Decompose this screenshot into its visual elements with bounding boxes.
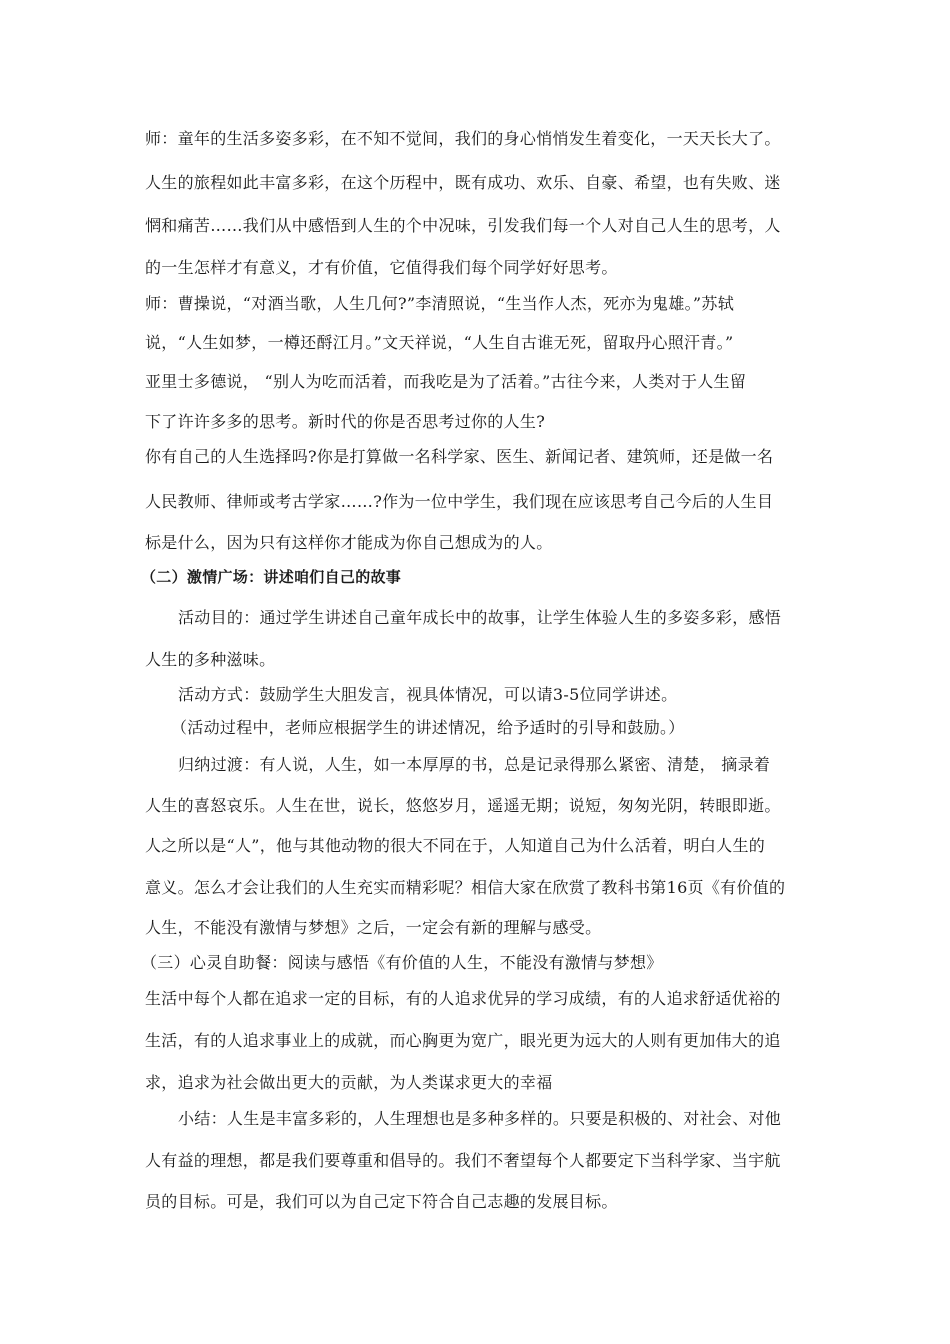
text-line: 下了许许多多的思考。新时代的你是否思考过你的人生? [145, 412, 546, 431]
text-line: 生活，有的人追求事业上的成就，而心胸更为宽广，眼光更为远大的人则有更加伟大的追 [145, 1031, 781, 1050]
text-line: 人之所以是“人”，他与其他动物的很大不同在于，人知道自己为什么活着，明白人生的 [145, 836, 766, 855]
text-line: 意义。怎么才会让我们的人生充实而精彩呢？相信大家在欣赏了教科书第16页《有价值的 [145, 878, 786, 897]
section-heading: （三）心灵自助餐：阅读与感悟《有价值的人生，不能没有激情与梦想》 [141, 953, 663, 972]
text-line: 活动方式：鼓励学生大胆发言，视具体情况，可以请3-5位同学讲述。 [178, 685, 678, 704]
text-line: 亚里士多德说， “别人为吃而活着，而我吃是为了活着。”古往今来，人类对于人生留 [145, 372, 747, 391]
text-line: 人生，不能没有激情与梦想》之后，一定会有新的理解与感受。 [145, 918, 602, 937]
text-line: 人生的多种滋味。 [145, 650, 276, 669]
text-line: 小结：人生是丰富多彩的，人生理想也是多种多样的。只要是积极的、对社会、对他 [178, 1109, 782, 1128]
text-line: （活动过程中，老师应根据学生的讲述情况，给予适时的引导和鼓励。） [171, 718, 685, 737]
text-line: 归纳过渡：有人说，人生，如一本厚厚的书，总是记录得那么紧密、清楚， 摘录着 [178, 755, 771, 774]
text-line: 求，追求为社会做出更大的贡献，为人类谋求更大的幸福 [145, 1073, 553, 1092]
text-line: 师：童年的生活多姿多彩，在不知不觉间，我们的身心悄悄发生着变化，一天天长大了。 [145, 129, 781, 148]
text-line: 员的目标。可是，我们可以为自己定下符合自己志趣的发展目标。 [145, 1192, 618, 1211]
text-line: 人生的旅程如此丰富多彩，在这个历程中，既有成功、欢乐、自豪、希望，也有失败、迷 [145, 173, 781, 192]
text-line: 师：曹操说，“对酒当歌，人生几何?”李清照说，“生当作人杰，死亦为鬼雄。”苏轼 [145, 294, 734, 313]
text-line: 说，“人生如梦，一樽还酹江月。”文天祥说，“人生自古谁无死，留取丹心照汗青。” [145, 333, 734, 352]
text-line: 人民教师、律师或考古学家……?作为一位中学生，我们现在应该思考自己今后的人生目 [145, 492, 774, 511]
text-line: 生活中每个人都在追求一定的目标，有的人追求优异的学习成绩，有的人追求舒适优裕的 [145, 989, 781, 1008]
text-line: 的一生怎样才有意义，才有价值，它值得我们每个同学好好思考。 [145, 258, 618, 277]
text-line: 你有自己的人生选择吗?你是打算做一名科学家、医生、新闻记者、建筑师，还是做一名 [145, 447, 774, 466]
text-line: 人有益的理想，都是我们要尊重和倡导的。我们不奢望每个人都要定下当科学家、当宇航 [145, 1151, 781, 1170]
text-line: 活动目的：通过学生讲述自己童年成长中的故事，让学生体验人生的多姿多彩，感悟 [178, 608, 782, 627]
text-line: 标是什么，因为只有这样你才能成为你自己想成为的人。 [145, 533, 553, 552]
text-line: 人生的喜怒哀乐。人生在世，说长，悠悠岁月，遥遥无期；说短，匆匆光阴，转眼即逝。 [145, 796, 781, 815]
text-line: 惘和痛苦……我们从中感悟到人生的个中况味，引发我们每一个人对自己人生的思考，人 [145, 216, 781, 235]
section-heading: （二）激情广场：讲述咱们自己的故事 [141, 568, 402, 586]
